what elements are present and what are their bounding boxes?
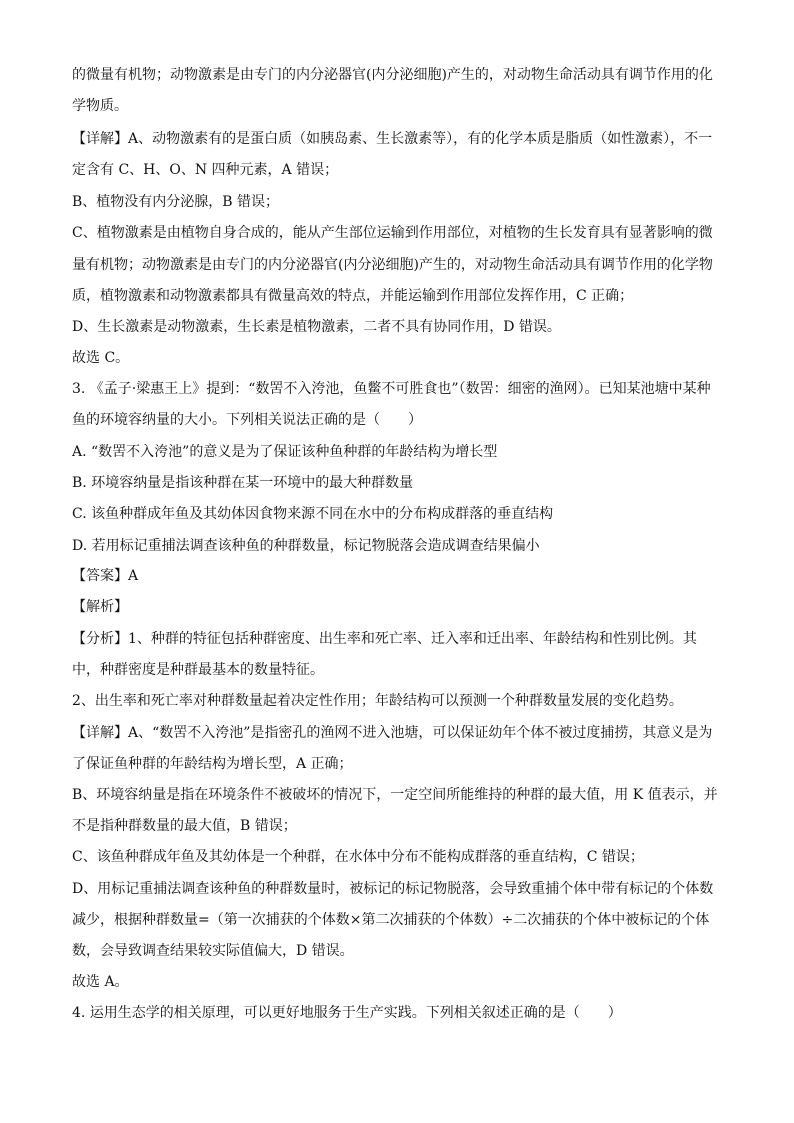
text-line: 【详解】A、“数罟不入洿池”是指密孔的渔网不进入池塘，可以保证幼年个体不被过度捕捞，其意义是为 bbox=[72, 725, 713, 741]
option-a: A. “数罟不入洿池”的意义是为了保证该种鱼种群的年龄结构为增长型 bbox=[72, 444, 498, 460]
text-line: 故选 C。 bbox=[72, 350, 130, 366]
analysis-heading: 【解析】 bbox=[72, 599, 128, 615]
text-line: 学物质。 bbox=[72, 98, 128, 114]
text-line: 减少，根据种群数量=（第一次捕获的个体数×第二次捕获的个体数）÷二次捕获的个体中被标记的个体 bbox=[72, 912, 710, 928]
text-line: 量有机物；动物激素是由专门的内分泌器官(内分泌细胞)产生的，对动物生命活动具有调节作用的化学物 bbox=[72, 257, 713, 273]
text-line: 2、出生率和死亡率对种群数量起着决定性作用；年龄结构可以预测一个种群数量发展的变化趋势。 bbox=[72, 693, 683, 709]
text-line: B、植物没有内分泌腺，B 错误； bbox=[72, 194, 280, 210]
text-line: 不是指种群数量的最大值，B 错误； bbox=[72, 818, 297, 834]
text-line: 【分析】1、种群的特征包括种群密度、出生率和死亡率、迁入率和迁出率、年龄结构和性别比例。其 bbox=[72, 631, 697, 647]
question-3-stem: 3. 《孟子·梁惠王上》提到：“数罟不入洿池，鱼鳖不可胜食也”（数罟：细密的渔网）。已知某池塘中某种 bbox=[72, 381, 711, 397]
text-line: C、植物激素是由植物自身合成的，能从产生部位运输到作用部位，对植物的生长发育具有显著影响的微 bbox=[72, 225, 713, 241]
option-b: B. 环境容纳量是指该种群在某一环境中的最大种群数量 bbox=[72, 475, 414, 491]
text-line: D、生长激素是动物激素，生长素是植物激素，二者不具有协同作用，D 错误。 bbox=[72, 319, 561, 335]
text-line: 数，会导致调查结果较实际值偏大，D 错误。 bbox=[72, 943, 354, 959]
text-line: 的微量有机物；动物激素是由专门的内分泌器官(内分泌细胞)产生的，对动物生命活动具有调节作用的化 bbox=[72, 67, 713, 83]
text-line: 了保证鱼种群的年龄结构为增长型，A 正确； bbox=[72, 756, 353, 772]
text-line: 中，种群密度是种群最基本的数量特征。 bbox=[72, 662, 324, 678]
question-3-stem: 鱼的环境容纳量的大小。下列相关说法正确的是（ ） bbox=[72, 412, 422, 428]
question-4-stem: 4. 运用生态学的相关原理，可以更好地服务于生产实践。下列相关叙述正确的是（ ） bbox=[72, 1005, 622, 1021]
option-d: D. 若用标记重捕法调查该种鱼的种群数量，标记物脱落会造成调查结果偏小 bbox=[72, 538, 540, 554]
option-c: C. 该鱼种群成年鱼及其幼体因食物来源不同在水中的分布构成群落的垂直结构 bbox=[72, 506, 554, 522]
answer-label: 【答案】A bbox=[72, 568, 139, 584]
text-line: D、用标记重捕法调查该种鱼的种群数量时，被标记的标记物脱落，会导致重捕个体中带有标记的个体数 bbox=[72, 881, 714, 897]
text-line: 定含有 C、H、O、N 四种元素，A 错误； bbox=[72, 162, 339, 178]
text-line: 【详解】A、动物激素有的是蛋白质（如胰岛素、生长激素等），有的化学本质是脂质（如性激素），不一 bbox=[72, 131, 713, 147]
text-line: C、该鱼种群成年鱼及其幼体是一个种群，在水体中分布不能构成群落的垂直结构，C 错误； bbox=[72, 849, 644, 865]
text-line: 质，植物激素和动物激素都具有微量高效的特点，并能运输到作用部位发挥作用，C 正确； bbox=[72, 288, 634, 304]
text-line: 故选 A。 bbox=[72, 974, 129, 990]
text-line: B、环境容纳量是指在环境条件不被破坏的情况下，一定空间所能维持的种群的最大值，用 K 值表示，并 bbox=[72, 787, 718, 803]
